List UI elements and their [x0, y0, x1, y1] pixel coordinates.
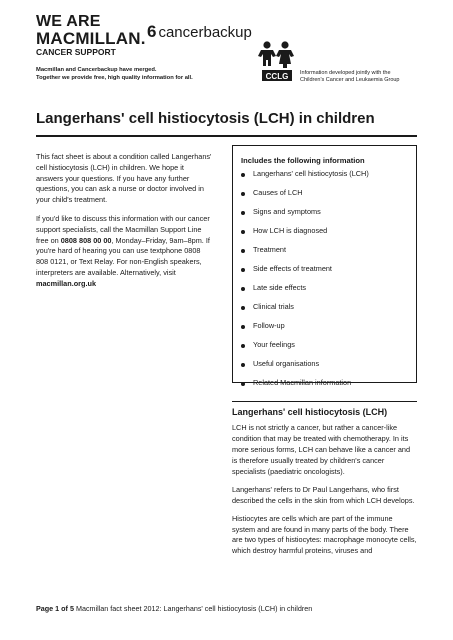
- intro-p2-start: If you'd like to discuss this information with our cancer support specialists, call the Macmillan Support Line free on: [36, 213, 210, 245]
- contents-item: Late side effects: [241, 283, 408, 302]
- page-title: Langerhans' cell histiocytosis (LCH) in children: [36, 110, 375, 127]
- cclg-logo: [256, 40, 296, 84]
- intro-p2-mid: , Monday–Friday, 9am–8pm. If you're hard of hearing you can use textphone 0808 808 0121, or Text Relay. For non-English speakers, interpreters are available. Alternatively, visit: [36, 235, 210, 277]
- macmillan-website-link[interactable]: macmillan.org.uk: [36, 278, 97, 288]
- section-divider: [232, 401, 417, 402]
- section-paragraph-2: Langerhans' refers to Dr Paul Langerhans, who first described the cells in the skin from which LCH develops.: [232, 484, 415, 505]
- contents-item: Your feelings: [241, 340, 408, 359]
- page-footer: [36, 604, 417, 613]
- merger-notice-line2: Together we provide free, high quality information for all.: [36, 75, 193, 82]
- section-paragraph-3: Histiocytes are cells which are part of the immune system and are found in many parts of the body. There are two types of histiocytes: macrophage monocyte cells, which destroy harmful proteins, viruses and: [232, 513, 417, 556]
- title-divider: [36, 135, 417, 137]
- bullet-icon: [241, 363, 245, 367]
- contents-item: Treatment: [241, 245, 408, 264]
- cancerbackup-swirl-icon: 6: [147, 22, 157, 41]
- bullet-icon: [241, 230, 245, 234]
- bullet-icon: [241, 344, 245, 348]
- contents-item: Causes of LCH: [241, 188, 408, 207]
- cclg-label: CCLG: [265, 72, 289, 81]
- contents-item: Follow-up: [241, 321, 408, 340]
- contents-list: [241, 169, 408, 397]
- macmillan-logo-line3: CANCER SUPPORT: [36, 47, 116, 57]
- merger-notice: [36, 66, 246, 82]
- cancerbackup-logo: [147, 22, 252, 42]
- bullet-icon: [241, 325, 245, 329]
- bullet-icon: [241, 249, 245, 253]
- contents-item: How LCH is diagnosed: [241, 226, 408, 245]
- intro-text: [36, 152, 212, 298]
- cancerbackup-name: cancerbackup: [158, 23, 252, 41]
- cclg-credit: [300, 70, 440, 84]
- section-heading: Langerhans' cell histiocytosis (LCH): [232, 407, 388, 417]
- macmillan-logo-line1: WE ARE: [36, 13, 101, 30]
- contents-item: Clinical trials: [241, 302, 408, 321]
- bullet-icon: [241, 211, 245, 215]
- section-paragraph-1: LCH is not strictly a cancer, but rather a cancer-like condition that may be treated with chemotherapy. In its more serious forms, LCH can behave like a cancer and is therefore usually treated by children's cancer specialists (paediatric oncologists).: [232, 423, 411, 476]
- intro-paragraph-2: [36, 214, 212, 290]
- bullet-icon: [241, 192, 245, 196]
- support-line-phone: 0808 808 00 00: [60, 235, 112, 245]
- contents-item: Signs and symptoms: [241, 207, 408, 226]
- footer-text: Macmillan fact sheet 2012: Langerhans' cell histiocytosis (LCH) in children: [75, 604, 313, 613]
- bullet-icon: [241, 268, 245, 272]
- contents-item: Side effects of treatment: [241, 264, 408, 283]
- merger-notice-line1: Macmillan and Cancerbackup have merged.: [36, 67, 157, 73]
- lch-section: [232, 401, 417, 564]
- intro-paragraph-1: This fact sheet is about a condition called Langerhans' cell histiocytosis (LCH) in children. We hope it answers your questions. If you have any further questions, you can ask a nurse or doctor involved in your child's treatment.: [36, 152, 212, 205]
- cclg-credit-line1: Information developed jointly with the: [300, 70, 391, 76]
- bullet-icon: [241, 306, 245, 310]
- contents-item: Related Macmillan information: [241, 378, 408, 397]
- page-number: Page 1 of 5: [36, 604, 74, 613]
- contents-heading: Includes the following information: [241, 156, 365, 165]
- bullet-icon: [241, 382, 245, 386]
- contents-box: [232, 145, 417, 387]
- macmillan-logo-line2: MACMILLAN.: [36, 29, 146, 48]
- cclg-credit-line2: Children's Cancer and Leukaemia Group: [300, 77, 400, 84]
- contents-item: Langerhans' cell histiocytosis (LCH): [241, 169, 408, 188]
- bullet-icon: [241, 173, 245, 177]
- contents-item: Useful organisations: [241, 359, 408, 378]
- macmillan-logo: [36, 14, 146, 57]
- bullet-icon: [241, 287, 245, 291]
